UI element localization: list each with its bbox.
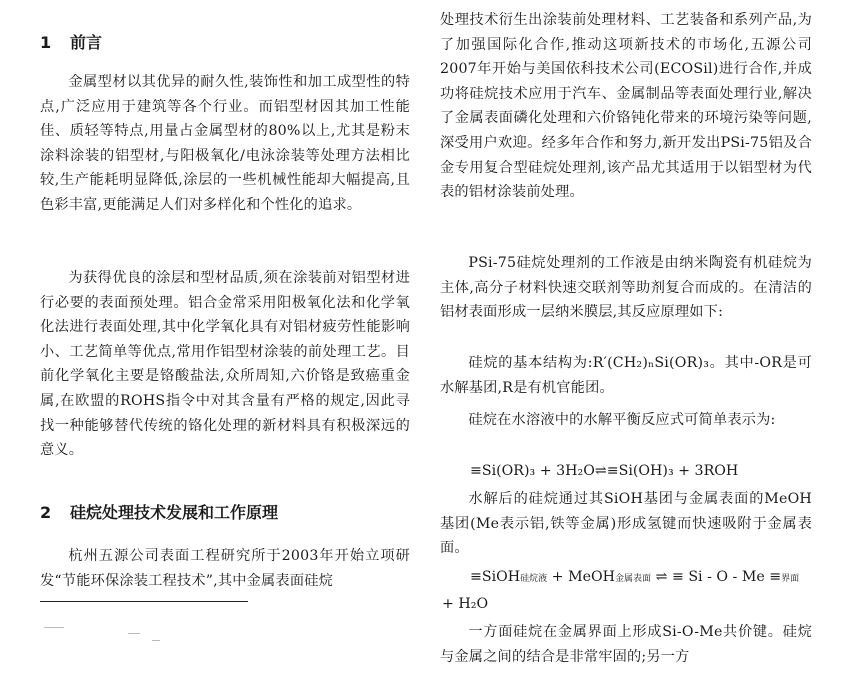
- equation-interface: ≡SiOH硅烷液 + MeOH金属表面 ⇌ ≡ Si - O - Me ≡界面: [470, 569, 800, 585]
- section-heading-1: [40, 31, 102, 55]
- scan-artifact: [152, 640, 160, 641]
- section-number: 1: [40, 33, 52, 52]
- paragraph-silane-history: 杭州五源公司表面工程研究所于2003年开始立项研发“节能环保涂装工程技术”,其中金属表面硅烷: [40, 548, 410, 589]
- scan-artifact: [128, 633, 140, 634]
- paragraph-structure: 硅烷的基本结构为:R′(CH₂)ₙSi(OR)₃。其中-OR是可水解基团,R是有机官能团。: [440, 355, 812, 396]
- section-number: 2: [40, 503, 52, 522]
- scan-artifact: [44, 627, 64, 628]
- paragraph-covalent-bond: 一方面硅烷在金属界面上形成Si-O-Me共价键。硅烷与金属之间的结合是非常牢固的;另一方: [440, 624, 812, 665]
- paragraph-intro-2: 为获得优良的涂层和型材品质,须在涂装前对铝型材进行必要的表面预处理。铝合金常采用阳极氧化法和化学氧化法进行表面处理,其中化学氧化具有对铝材疲劳性能影响小、工艺简单等优点,常用作铝型材涂装的前处理工艺。目前化学氧化主要是铬酸盐法,众所周知,六价铬是致癌重金属,在欧盟的ROHS指令中对其含量有严格的规定,因此寻找一种能够替代传统的铬化处理的新材料具有积极深远的意义。: [40, 270, 410, 459]
- section-title: 硅烷处理技术发展和工作原理: [70, 503, 279, 522]
- paragraph-psi75: PSi-75硅烷处理剂的工作液是由纳米陶瓷有机硅烷为主体,高分子材料快速交联剂等助剂复合而成的。在清洁的铝材表面形成一层纳米膜层,其反应原理如下:: [440, 255, 812, 321]
- footnote-divider: [40, 601, 248, 602]
- equation-hydrolysis: ≡Si(OR)₃ + 3H₂O⇌≡Si(OH)₃ + 3ROH: [470, 463, 739, 479]
- paragraph-hydrolysis: 硅烷在水溶液中的水解平衡反应式可简单表示为:: [468, 412, 776, 428]
- equation-interface-continued: + H₂O: [442, 596, 489, 612]
- paragraph-cooperation: 处理技术衍生出涂装前处理材料、工艺装备和系列产品,为了加强国际化合作,推动这项新技术的市场化,五源公司2007年开始与美国依科技术公司(ECOSil)进行合作,并成功将硅烷技术应用于汽车、金属制品等表面处理行业,解决了金属表面磷化处理和六价铬钝化带来的环境污染等问题,深受用户欢迎。经多年合作和努力,新开发出PSi-75铝及合金专用复合型硅烷处理剂,该产品尤其适用于以铝型材为代表的铝材涂装前处理。: [440, 12, 812, 201]
- section-heading-2: [40, 501, 278, 525]
- paragraph-intro-1: 金属型材以其优异的耐久性,装饰性和加工成型性的特点,广泛应用于建筑等各个行业。而铝型材因其加工性能佳、质轻等特点,用量占金属型材的80%以上,尤其是粉末涂料涂装的铝型材,与阳极氧化/电泳涂装等处理方法相比较,生产能耗明显降低,涂层的一些机械性能却大幅提高,且色彩丰富,更能满足人们对多样化和个性化的追求。: [40, 74, 410, 213]
- paragraph-adsorption: 水解后的硅烷通过其SiOH基团与金属表面的MeOH基团(Me表示铝,铁等金属)形成氢键而快速吸附于金属表面。: [440, 491, 812, 557]
- section-title: 前言: [70, 33, 103, 52]
